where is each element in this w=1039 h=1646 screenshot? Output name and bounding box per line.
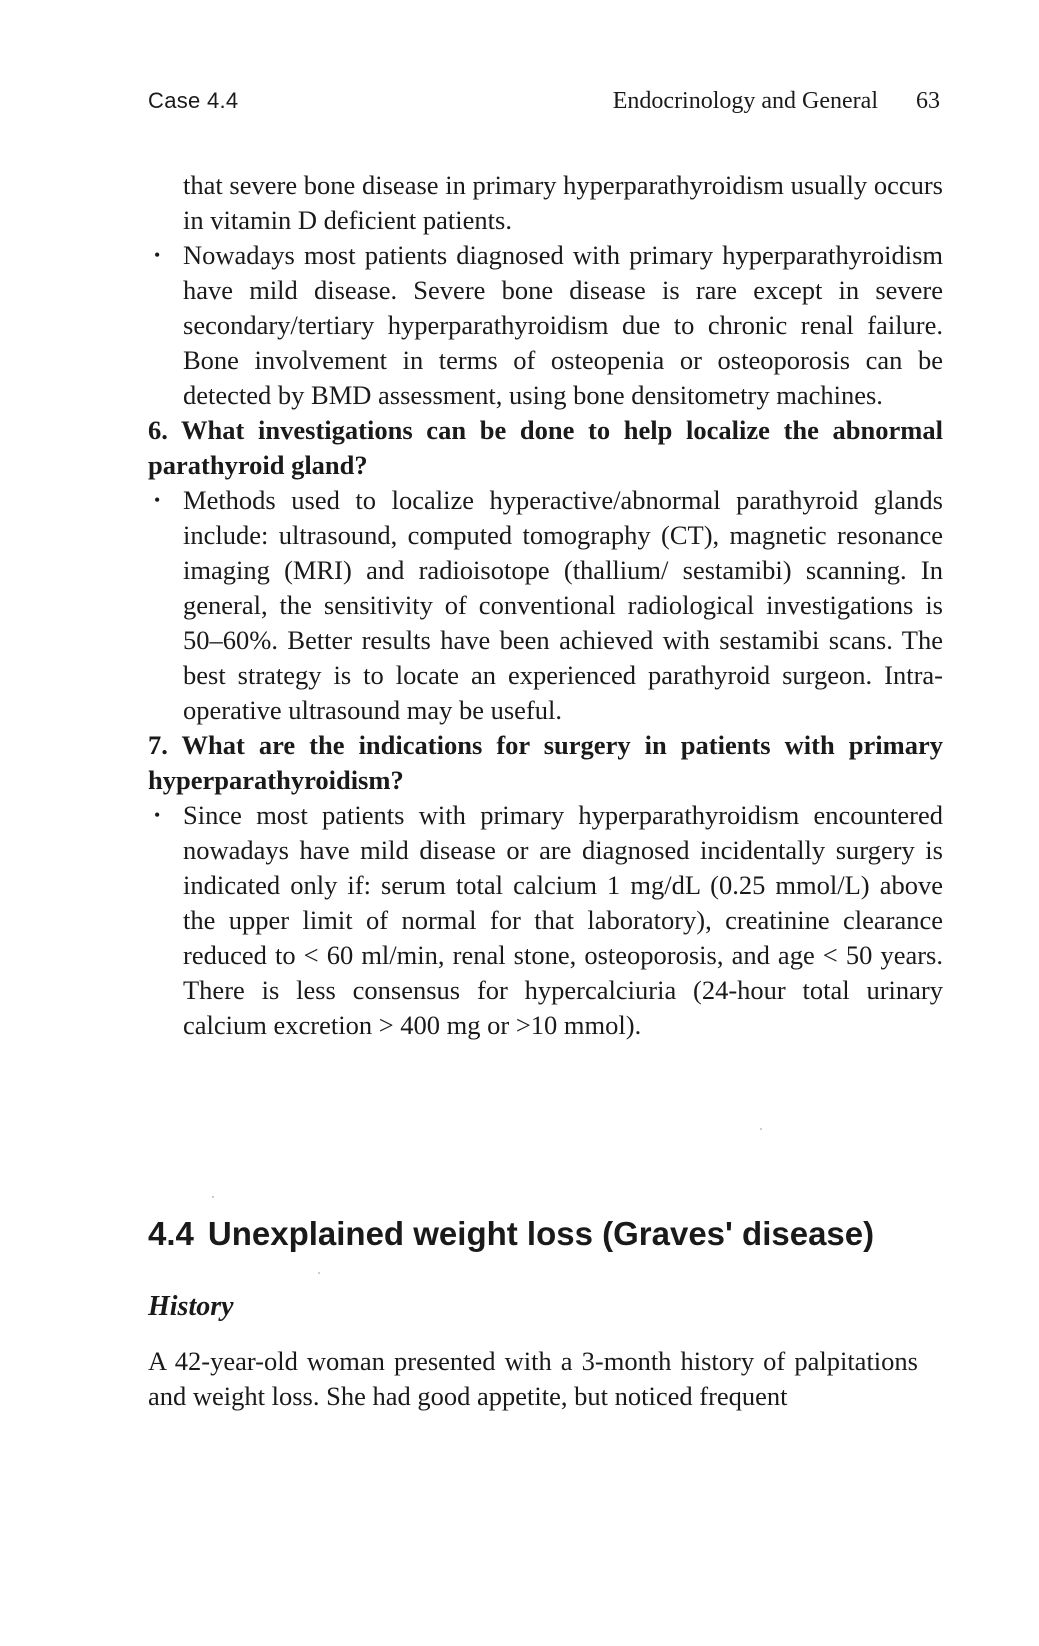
chapter-title-and-page bbox=[613, 88, 940, 115]
bullet-icon: • bbox=[154, 245, 161, 265]
section-number: 4.4 bbox=[148, 1215, 194, 1252]
bullet-item bbox=[148, 238, 943, 413]
bullet-icon: • bbox=[154, 805, 161, 825]
history-paragraph: A 42-year-old woman presented with a 3-month history of palpitations and weight loss. She had good appetite, but noticed frequent bbox=[148, 1346, 918, 1411]
continuation-paragraph: that severe bone disease in primary hyperparathyroidism usually occurs in vitamin D deficient patients. bbox=[183, 170, 943, 235]
chapter-title: Endocrinology and General bbox=[612, 88, 878, 114]
bullet-text: Nowadays most patients diagnosed with primary hyperparathyroidism have mild disease. Severe bone disease is rare except in severe secondary/tertiary hyperparathyroidism due to chronic renal failure. Bone involvement in terms of osteopenia or osteoporosis can be detected by BMD assessment, using bone densitometry machines. bbox=[183, 240, 943, 410]
scan-speck bbox=[318, 1272, 320, 1274]
case-label: Case 4.4 bbox=[148, 88, 239, 113]
question-7: 7. What are the indications for surgery in patients with primary hyperparathyroidism? bbox=[148, 730, 943, 795]
section-title: Unexplained weight loss (Graves' disease) bbox=[207, 1215, 875, 1252]
running-head bbox=[148, 88, 940, 120]
scan-speck bbox=[760, 1128, 762, 1130]
history-heading: History bbox=[148, 1291, 234, 1322]
main-text bbox=[148, 168, 943, 1043]
bullet-text: Since most patients with primary hyperparathyroidism encountered nowadays have mild disease or are diagnosed incidentally surgery is indicated only if: serum total calcium 1 mg/dL (0.25 mmol/L) above the upper limit of normal for that laboratory), creatinine clearance reduced to < 60 ml/min, renal stone, osteoporosis, and age < 50 years. There is less consensus for hypercalciuria (24-hour total urinary calcium excretion > 400 mg or >10 mmol). bbox=[183, 800, 943, 1040]
bullet-text: Methods used to localize hyperactive/abnormal parathyroid glands include: ultrasound, computed tomography (CT), magnetic resonance imaging (MRI) and radioisotope (thallium/ sestamibi) scanning. In general, the sensitivity of conventional radiological investigations is 50–60%. Better results have been achieved with sestamibi scans. The best strategy is to locate an experienced parathyroid surgeon. Intra-operative ultrasound may be useful. bbox=[183, 485, 943, 725]
scan-speck bbox=[212, 1196, 214, 1198]
continued-bullet bbox=[148, 168, 943, 238]
question-6: 6. What investigations can be done to help localize the abnormal parathyroid gland? bbox=[148, 415, 943, 480]
bullet-item bbox=[148, 798, 943, 1043]
bullet-icon: • bbox=[154, 490, 161, 510]
bullet-item bbox=[148, 483, 943, 728]
section-heading bbox=[148, 1212, 948, 1256]
page-number: 63 bbox=[916, 88, 940, 114]
